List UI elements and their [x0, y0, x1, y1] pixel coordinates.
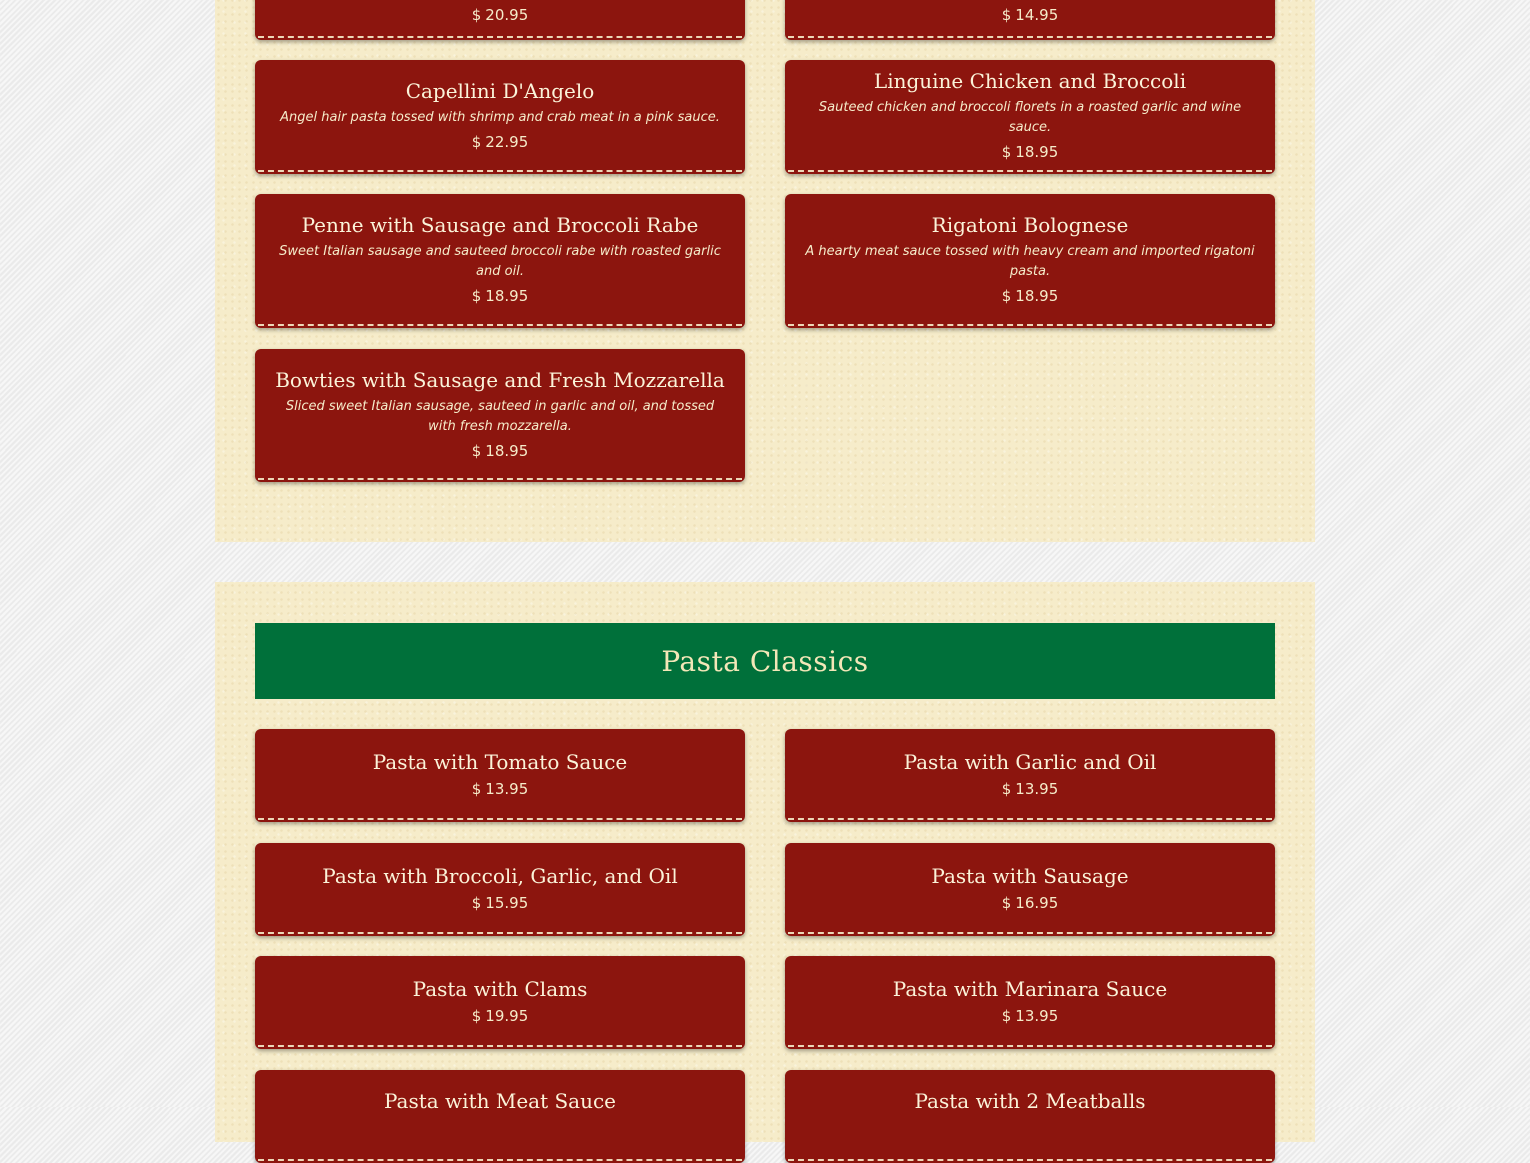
- menu-item-name: Pasta with Clams: [412, 976, 588, 1001]
- menu-item-card[interactable]: [785, 0, 1275, 40]
- menu-item-card[interactable]: [255, 349, 745, 482]
- menu-item-name: Pasta with Tomato Sauce: [372, 749, 628, 774]
- menu-item-price: $ 18.95: [1001, 287, 1059, 305]
- menu-item-price: $ 19.95: [471, 1006, 529, 1025]
- menu-item-name: Bowties with Sausage and Fresh Mozzarella: [275, 367, 725, 392]
- menu-item-price: $ 13.95: [1001, 779, 1059, 798]
- menu-item-price: $ 13.95: [1001, 1006, 1059, 1025]
- menu-item-card[interactable]: [255, 194, 745, 328]
- menu-item-price: $ 18.95: [471, 287, 529, 305]
- menu-item-description: Angel hair pasta tossed with shrimp and crab meat in a pink sauce.: [280, 110, 720, 125]
- menu-item-card[interactable]: [785, 1070, 1275, 1163]
- menu-item-description: Sliced sweet Italian sausage, sauteed in garlic and oil, and tossed with fresh mozzarella.: [285, 398, 715, 434]
- menu-item-card[interactable]: [785, 194, 1275, 328]
- menu-item-name: Penne with Sausage and Broccoli Rabe: [301, 213, 699, 237]
- menu-item-name: Rigatoni Bolognese: [931, 213, 1129, 237]
- menu-item-card[interactable]: [255, 1070, 745, 1163]
- menu-item-name: Pasta with Marinara Sauce: [892, 976, 1168, 1001]
- menu-item-description: A hearty meat sauce tossed with heavy cream and imported rigatoni pasta.: [805, 244, 1255, 279]
- menu-item-card[interactable]: [785, 729, 1275, 822]
- menu-item-price: $ 16.95: [1001, 893, 1059, 912]
- menu-item-price: $ 18.95: [471, 441, 529, 460]
- menu-item-card[interactable]: [785, 843, 1275, 936]
- menu-item-name: Pasta with 2 Meatballs: [914, 1089, 1146, 1113]
- section-title: Pasta Classics: [661, 644, 869, 678]
- menu-item-price: $ 14.95: [1001, 6, 1059, 24]
- menu-item-price: $ 15.95: [471, 893, 529, 912]
- menu-item-card[interactable]: [255, 843, 745, 936]
- menu-item-name: Pasta with Garlic and Oil: [903, 749, 1157, 774]
- menu-item-description: Sauteed chicken and broccoli florets in a roasted garlic and wine sauce.: [818, 100, 1242, 135]
- menu-item-card[interactable]: [255, 956, 745, 1049]
- menu-item-card[interactable]: [785, 60, 1275, 174]
- menu-item-name: Capellini D'Angelo: [405, 79, 595, 103]
- menu-item-name: Pasta with Broccoli, Garlic, and Oil: [322, 863, 678, 888]
- menu-item-card[interactable]: [255, 0, 745, 40]
- menu-item-name: Pasta with Sausage: [931, 863, 1129, 888]
- menu-item-card[interactable]: [255, 729, 745, 822]
- menu-item-price: $ 22.95: [471, 133, 529, 151]
- menu-item-price: $ 18.95: [1001, 143, 1059, 161]
- menu-item-price: $ 13.95: [471, 779, 529, 798]
- menu-item-card[interactable]: [255, 60, 745, 174]
- menu-item-description: Sweet Italian sausage and sauteed broccoli rabe with roasted garlic and oil.: [279, 244, 721, 279]
- menu-item-name: Linguine Chicken and Broccoli: [873, 69, 1187, 93]
- section-header: [255, 623, 1275, 699]
- menu-item-price: $ 20.95: [471, 6, 529, 24]
- menu-item-name: Pasta with Meat Sauce: [383, 1089, 617, 1113]
- menu-item-card[interactable]: [785, 956, 1275, 1049]
